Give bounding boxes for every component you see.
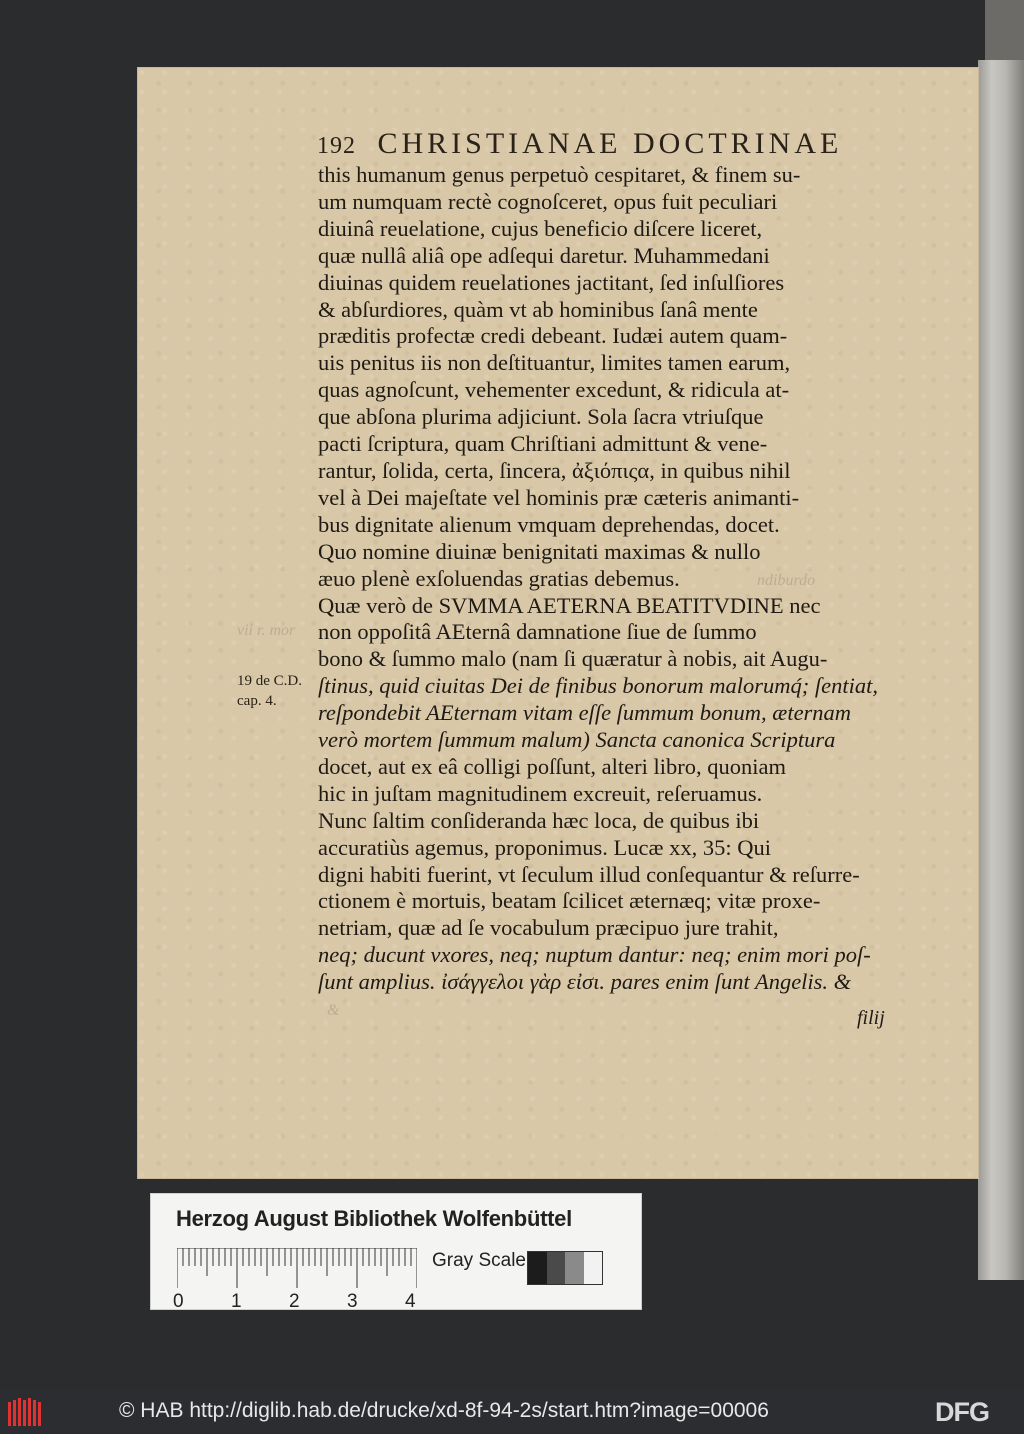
text-line: hic in juſtam magnitudinem excreuit, reſeruamus. (318, 780, 763, 806)
gray-swatch (547, 1252, 566, 1284)
text-line: reſpondebit AEternam vitam eſſe ſummum bonum, æternam (318, 700, 852, 726)
scale-number: 0 (173, 1291, 184, 1312)
running-head: CHRISTIANAE DOCTRINAE (377, 127, 843, 160)
text-line: digni habiti fuerint, vt ſeculum illud conſequantur & reſurre- (318, 861, 860, 887)
bleed-through-text: & (327, 1002, 340, 1019)
text-line: vel à Dei majeſtate vel hominis præ cæteris animanti- (318, 484, 800, 510)
scale-number: 3 (347, 1291, 358, 1312)
copyright-url[interactable]: © HAB http://diglib.hab.de/drucke/xd-8f-94-2s/start.htm?image=00006 (119, 1399, 769, 1422)
gray-scale-label: Gray Scale (432, 1250, 526, 1271)
text-line: pacti ſcriptura, quam Chriſtiani admittunt & vene- (318, 431, 768, 457)
text-line: Quæ verò de SVMMA AETERNA BEATITVDINE nec (318, 592, 821, 618)
scale-number: 1 (231, 1291, 242, 1312)
page-header (317, 127, 917, 161)
text-line: verò mortem ſummum malum) Sancta canonica Scriptura (318, 727, 836, 753)
ruler-icon (177, 1248, 417, 1288)
scan-edge-top (985, 0, 1024, 60)
text-line: non oppoſitâ AEternâ damnatione ſiue de ſummo (318, 619, 757, 645)
catchword: filij (857, 1007, 885, 1029)
scan-edge-strip (978, 60, 1024, 1280)
text-line: um numquam rectè cognoſceret, opus fuit peculiari (318, 188, 778, 214)
text-line: ctionem è mortuis, beatam ſcilicet æternæq; vitæ proxe- (318, 888, 821, 914)
text-line: Quo nomine diuinæ benignitati maximas & nullo (318, 538, 761, 564)
text-line: ſtinus, quid ciuitas Dei de finibus bonorum malorumq́; ſentiat, (318, 673, 878, 699)
text-line: diuinâ reuelatione, cujus beneficio diſcere liceret, (318, 215, 763, 241)
margin-note (237, 671, 302, 711)
text-line: bus dignitate alienum vmquam deprehendas, docet. (318, 511, 780, 537)
scale-number: 2 (289, 1291, 300, 1312)
text-line: netriam, quæ ad ſe vocabulum præcipuo jure trahit, (318, 915, 779, 941)
gray-swatch (528, 1252, 547, 1284)
gray-scale-swatch (527, 1251, 603, 1285)
hab-logo-icon (8, 1398, 42, 1426)
text-line: rantur, ſolida, certa, ſincera, ἀξιόπιςα, in quibus nihil (318, 457, 791, 483)
margin-note-line: cap. 4. (237, 693, 277, 709)
text-line: diuinas quidem reuelationes jactitant, ſed inſulſiores (318, 269, 785, 295)
text-line: docet, aut ex eâ colligi poſſunt, alteri libro, quoniam (318, 753, 786, 779)
text-line: Nunc ſaltim conſideranda hæc loca, de quibus ibi (318, 807, 760, 833)
text-line: quas agnoſcunt, vehementer excedunt, & ridicula at- (318, 377, 790, 403)
bleed-through-text: ndiburdo (757, 572, 816, 589)
text-line: accuratiùs agemus, proponimus. Lucæ xx, 35: Qui (318, 834, 772, 860)
text-line: præditis profectæ credi debeant. Iudæi autem quam- (318, 323, 788, 349)
library-title: Herzog August Bibliothek Wolfenbüttel (176, 1206, 572, 1231)
text-line: quæ nullâ aliâ ope adſequi daretur. Muhammedani (318, 242, 770, 268)
scale-number: 4 (405, 1291, 416, 1312)
text-line: æuo plenè exſoluendas gratias debemus. (318, 565, 680, 591)
text-line: uis penitus iis non deſtituantur, limites tamen earum, (318, 350, 791, 376)
gray-swatch (584, 1252, 603, 1284)
gray-swatch (565, 1252, 584, 1284)
text-line: & abſurdiores, quàm vt ab hominibus ſanâ mente (318, 296, 758, 322)
text-line: this humanum genus perpetuò cespitaret, & finem su- (318, 162, 801, 187)
text-line: ſunt amplius. ἰσάγγελοι γὰρ εἰσι. pares enim ſunt Angelis. & (318, 969, 852, 995)
text-line: neq; ducunt vxores, neq; nuptum dantur: neq; enim mori poſ- (318, 942, 871, 968)
library-label (150, 1193, 642, 1310)
page-number: 192 (317, 133, 356, 159)
body-text (318, 162, 906, 996)
dfg-logo: DFG (935, 1397, 989, 1427)
footer-bar (0, 1392, 1024, 1434)
margin-note-line: 19 de C.D. (237, 673, 302, 689)
book-page (137, 67, 979, 1179)
text-line: bono & ſummo malo (nam ſi quæratur à nobis, ait Augu- (318, 646, 828, 672)
text-line: que abſona plurima adjiciunt. Sola ſacra vtriuſque (318, 404, 764, 430)
bleed-through-text: vii r. mor (237, 622, 296, 639)
